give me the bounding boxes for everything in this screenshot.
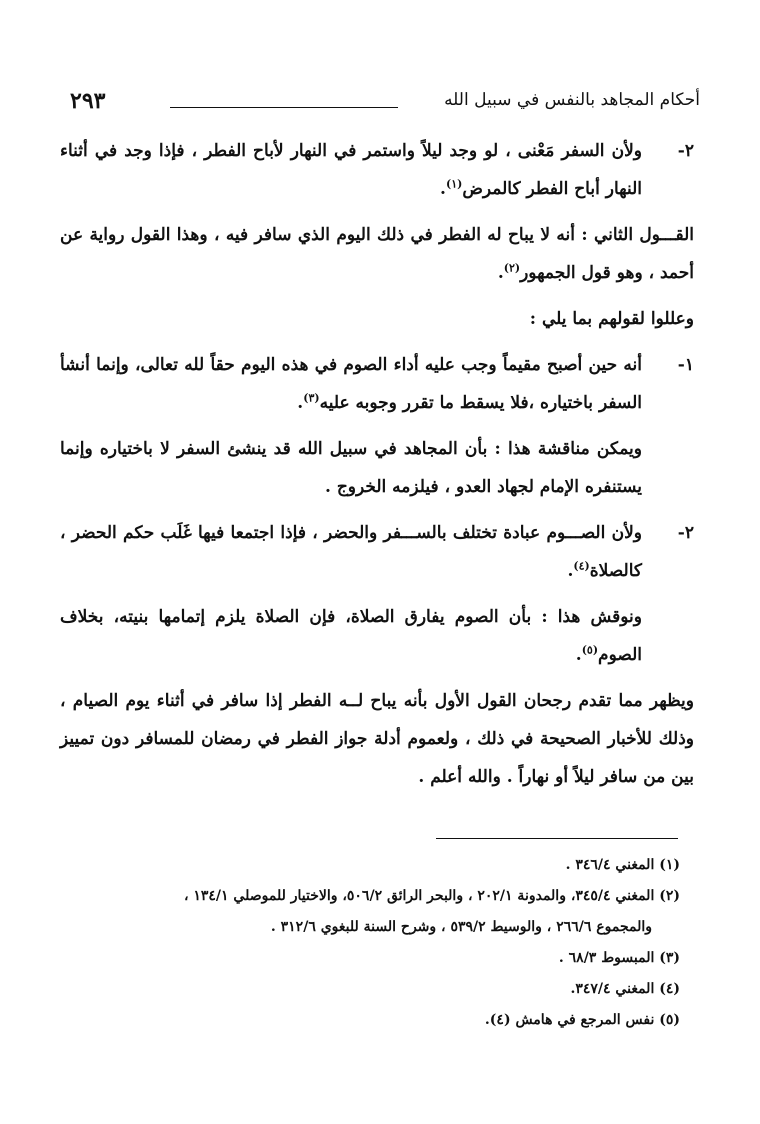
footnote-2: (٢) المغني ٣٤٥/٤، والمدونة ٢٠٢/١ ، والبحر الرائق ٥٠٦/٢، والاختيار للموصلي ١٣٤/١ ، [183,888,680,904]
paragraph-text: ولأن الصـــوم عبادة تختلف بالســـفر والحضر ، فإذا اجتمعا فيها غَلَب حكم الحضر ، كالصلاة$^{(٤)}$. [60,523,642,581]
main-text [60,132,694,804]
paragraph-number: ١- [677,355,694,375]
numbered-paragraph-1 [60,132,694,208]
footnote-5: (٥) نفس المرجع في هامش (٤). [484,1012,680,1028]
numbered-paragraph-3 [60,514,694,590]
footnote-2-continued: والمجموع ٢٦٦/٦ ، والوسيط ٥٣٩/٢ ، وشرح السنة للبغوي ٣١٢/٦ . [270,919,652,935]
paragraph-number: ٢- [677,141,694,161]
paragraph-second-opinion: القـــول الثاني : أنه لا يباح له الفطر في ذلك اليوم الذي سافر فيه ، وهذا القول رواية عن أحمد ، وهو قول الجمهور$^{(٢)}$. [60,225,694,283]
page-number: ٢٩٣ [70,88,106,114]
paragraph-conclusion: ويظهر مما تقدم رجحان القول الأول بأنه يباح لــه الفطر إذا سافر في أثناء يوم الصيام ، وذلك للأخبار الصحيحة في ذلك ، ولعموم أدلة جواز الفطر في رمضان للمسافر دون تمييز بين من سافر ليلاً أو نهاراً . والله أعلم . [60,691,694,787]
paragraph-reasons-intro: وعللوا لقولهم بما يلي : [529,309,694,329]
footnote-ref[interactable]: (٤) [573,559,590,573]
paragraph-discussion-1: ويمكن مناقشة هذا : بأن المجاهد في سبيل الله قد ينشئ السفر لا باختياره وإنما يستنفره الإمام لجهاد العدو ، فيلزمه الخروج . [60,439,642,497]
footnote-4: (٤) المغني ٣٤٧/٤. [570,981,680,997]
footnote-ref[interactable]: (٥) [581,643,599,657]
numbered-paragraph-2 [60,346,694,422]
paragraph-text: أنه حين أصبح مقيماً وجب عليه أداء الصوم في هذه اليوم حقاً لله تعالى، وإنما أنشأ السفر باختياره ،فلا يسقط ما تقرر وجوبه عليه$^{(٣)}$. [60,355,642,413]
footnote-separator [436,838,678,839]
footnotes [62,850,680,1036]
footnote-3: (٣) المبسوط ٦٨/٣ . [558,950,680,966]
footnote-ref[interactable]: (١) [445,177,463,191]
paragraph-number: ٢- [677,523,694,543]
footnote-ref[interactable]: (٣) [303,391,320,405]
paragraph-discussion-2: ونوقش هذا : بأن الصوم يفارق الصلاة، فإن الصلاة يلزم إتمامها بنيته، بخلاف الصوم$^{(٥)}$. [60,607,642,665]
running-head [62,88,700,120]
running-title: أحكام المجاهد بالنفس في سبيل الله [444,90,700,110]
footnote-1: (١) المغني ٣٤٦/٤ . [565,857,680,873]
header-rule [170,107,398,108]
footnote-ref[interactable]: (٢) [503,261,521,275]
paragraph-text: ولأن السفر مَعْنى ، لو وجد ليلاً واستمر في النهار لأباح الفطر ، فإذا وجد في أثناء النهار أباح الفطر كالمرض$^{(١)}$. [60,141,642,199]
